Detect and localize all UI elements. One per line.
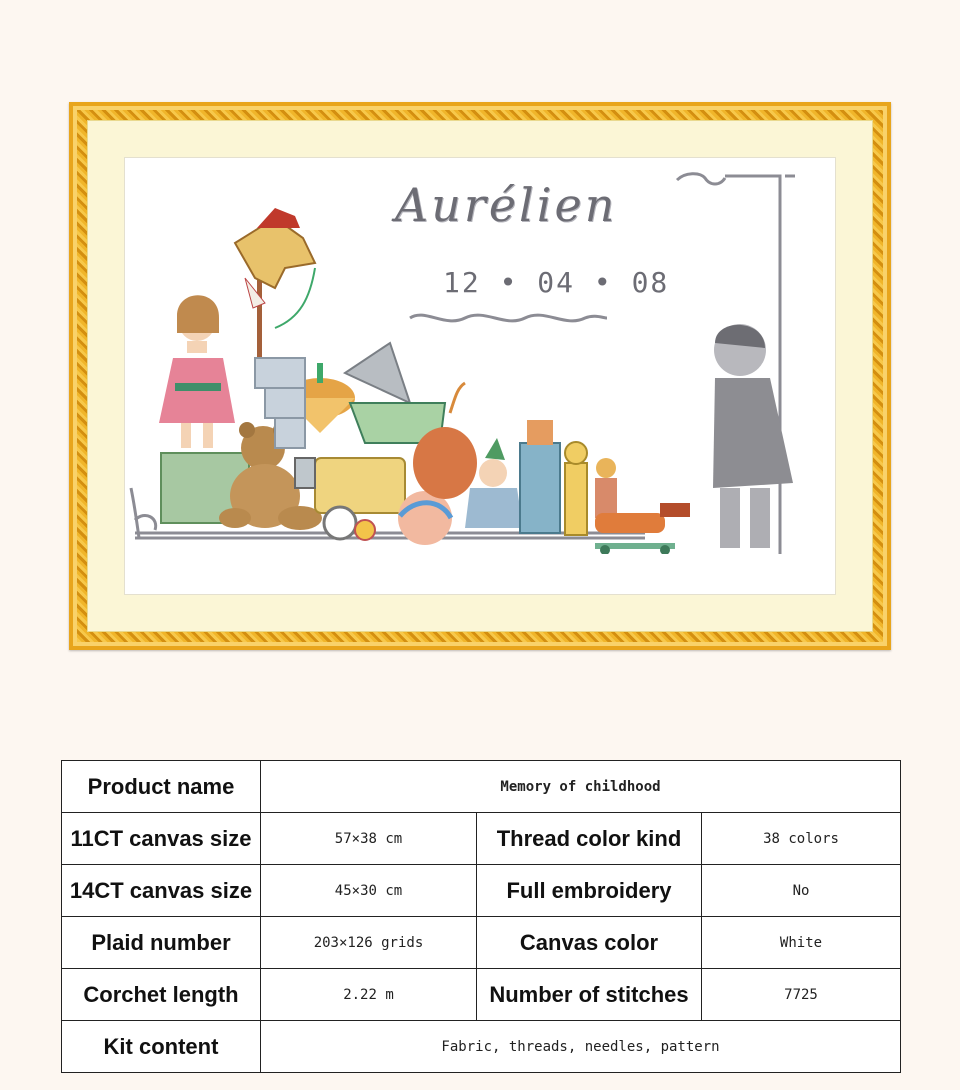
stitched-date: 12 • 04 • 08 bbox=[443, 266, 670, 299]
canvas-11ct-value: 57×38 cm bbox=[261, 813, 477, 865]
hobby-horse bbox=[235, 208, 315, 358]
thread-color-kind-label: Thread color kind bbox=[477, 813, 702, 865]
gramophone bbox=[345, 343, 410, 403]
thread-color-kind-value: 38 colors bbox=[702, 813, 901, 865]
table-row bbox=[62, 1021, 901, 1073]
table-row bbox=[62, 917, 901, 969]
stitched-name: Aurélien bbox=[395, 178, 618, 232]
canvas-14ct-label: 14CT canvas size bbox=[62, 865, 261, 917]
canvas-14ct-value: 45×30 cm bbox=[261, 865, 477, 917]
full-embroidery-label: Full embroidery bbox=[477, 865, 702, 917]
girl-figure bbox=[159, 295, 235, 448]
table-row bbox=[62, 813, 901, 865]
number-of-stitches-value: 7725 bbox=[702, 969, 901, 1021]
cross-stitch-canvas bbox=[125, 158, 835, 594]
corchet-length-value: 2.22 m bbox=[261, 969, 477, 1021]
kit-content-label: Kit content bbox=[62, 1021, 261, 1073]
corchet-length-label: Corchet length bbox=[62, 969, 261, 1021]
title-scroll bbox=[410, 315, 607, 321]
gold-picture-frame bbox=[69, 102, 891, 650]
orange-toy bbox=[413, 427, 477, 499]
table-row bbox=[62, 865, 901, 917]
canvas-11ct-label: 11CT canvas size bbox=[62, 813, 261, 865]
full-embroidery-value: No bbox=[702, 865, 901, 917]
small-ball bbox=[355, 520, 375, 540]
plaid-number-label: Plaid number bbox=[62, 917, 261, 969]
table-row bbox=[62, 969, 901, 1021]
product-name-value: Memory of childhood bbox=[261, 761, 901, 813]
canvas-color-label: Canvas color bbox=[477, 917, 702, 969]
plaid-number-value: 203×126 grids bbox=[261, 917, 477, 969]
kit-content-value: Fabric, threads, needles, pattern bbox=[261, 1021, 901, 1073]
product-name-label: Product name bbox=[62, 761, 261, 813]
beach-ball bbox=[398, 491, 452, 545]
table-row bbox=[62, 761, 901, 813]
product-spec-table bbox=[61, 760, 901, 1073]
picture-mat bbox=[87, 120, 873, 632]
number-of-stitches-label: Number of stitches bbox=[477, 969, 702, 1021]
canvas-color-value: White bbox=[702, 917, 901, 969]
